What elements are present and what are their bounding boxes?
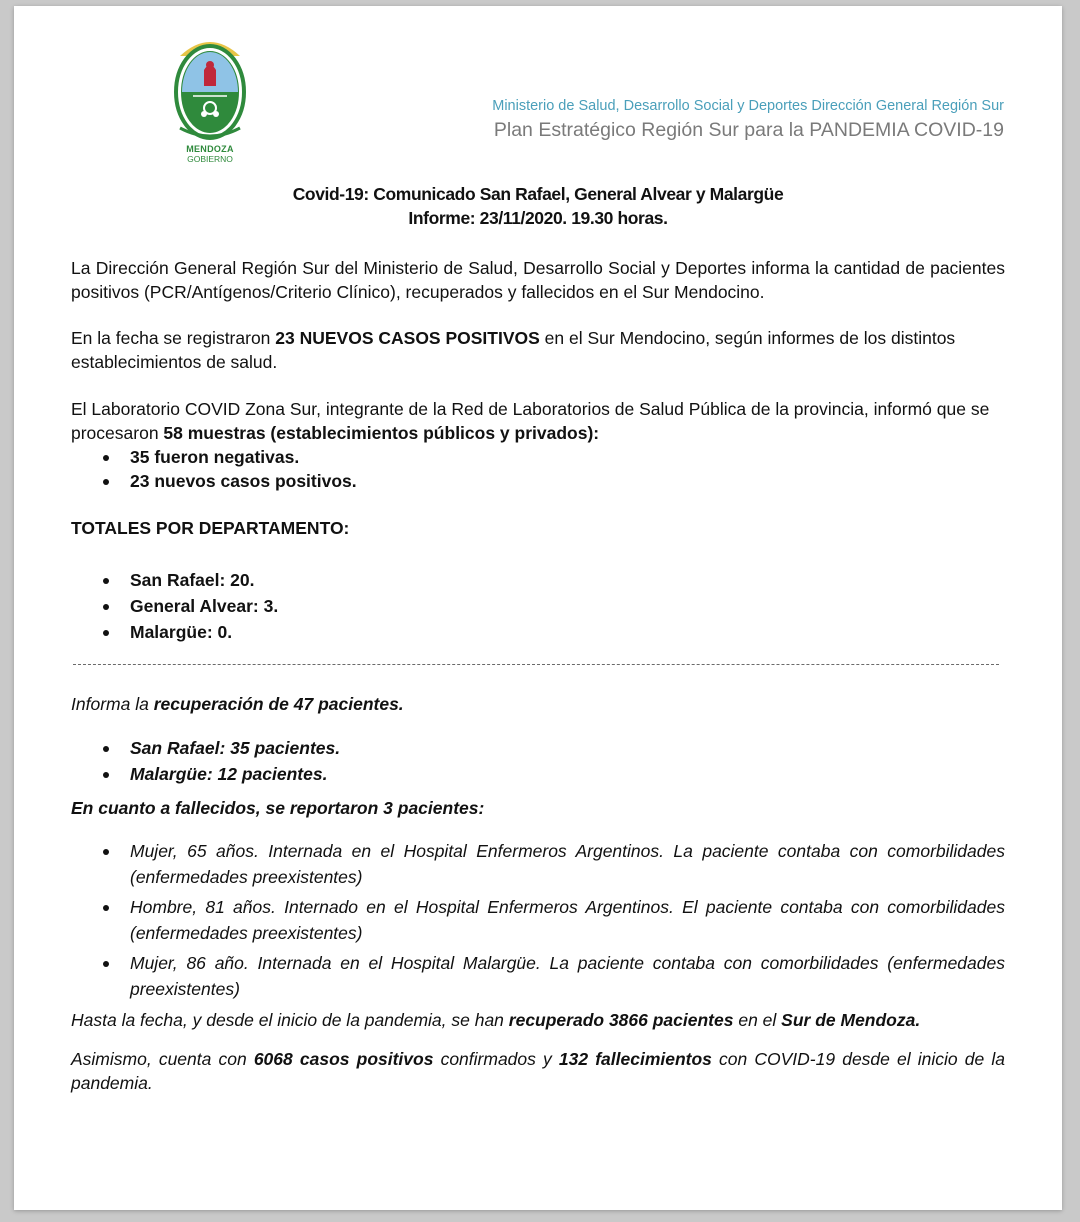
cases-summary: Asimismo, cuenta con 6068 casos positivos confirmados y 132 fallecimientos con COVID-19 desde el inicio de la pandemia. bbox=[71, 1049, 1005, 1093]
logo-subtitle: GOBIERNO bbox=[187, 154, 233, 164]
deaths-list bbox=[71, 838, 1005, 1006]
list-item: San Rafael: 35 pacientes. bbox=[71, 735, 1005, 761]
list-item: Mujer, 65 años. Internada en el Hospital Enfermeros Argentinos. La paciente contaba con comorbilidades (enfermedades preexistentes) bbox=[71, 838, 1005, 890]
intro-paragraph: La Dirección General Región Sur del Ministerio de Salud, Desarrollo Social y Deportes informa la cantidad de pacientes positivos (PCR/Antígenos/Criterio Clínico), recuperados y fallecidos en el Sur Mendocino. bbox=[71, 258, 1005, 302]
document-title: Covid-19: Comunicado San Rafael, General Alvear y Malargüe bbox=[292, 184, 784, 204]
document-page bbox=[14, 6, 1062, 1210]
dashed-divider bbox=[73, 664, 999, 665]
new-cases-paragraph: En la fecha se registraron 23 NUEVOS CASOS POSITIVOS en el Sur Mendocino, según informes de los distintos establecimientos de salud. bbox=[71, 328, 956, 372]
logo-name: MENDOZA bbox=[186, 144, 234, 154]
list-item: Malargüe: 0. bbox=[71, 619, 1005, 645]
list-item: Malargüe: 12 pacientes. bbox=[71, 761, 1005, 787]
department-list bbox=[71, 567, 1005, 645]
lab-paragraph: El Laboratorio COVID Zona Sur, integrante de la Red de Laboratorios de Salud Pública de la provincia, informó que se procesaron 58 muestras (establecimientos públicos y privados): bbox=[71, 399, 990, 443]
coat-of-arms-icon bbox=[158, 30, 262, 142]
list-item: 23 nuevos casos positivos. bbox=[71, 469, 1005, 493]
deaths-heading: En cuanto a fallecidos, se reportaron 3 pacientes: bbox=[71, 798, 485, 818]
recovery-list bbox=[71, 735, 1005, 787]
totals-heading: TOTALES POR DEPARTAMENTO: bbox=[71, 518, 350, 538]
recovery-paragraph: Informa la recuperación de 47 pacientes. bbox=[71, 694, 404, 714]
recovered-summary: Hasta la fecha, y desde el inicio de la pandemia, se han recuperado 3866 pacientes en el Sur de Mendoza. bbox=[71, 1010, 921, 1030]
list-item: 35 fueron negativas. bbox=[71, 445, 1005, 469]
list-item: Mujer, 86 año. Internada en el Hospital Malargüe. La paciente contaba con comorbilidades (enfermedades preexistentes) bbox=[71, 950, 1005, 1002]
list-item: Hombre, 81 años. Internado en el Hospital Enfermeros Argentinos. El paciente contaba con comorbilidades (enfermedades preexistentes) bbox=[71, 894, 1005, 946]
report-date: Informe: 23/11/2020. 19.30 horas. bbox=[408, 208, 668, 228]
header-ministry: Ministerio de Salud, Desarrollo Social y Deportes Dirección General Región Sur bbox=[492, 98, 1004, 114]
list-item: General Alvear: 3. bbox=[71, 593, 1005, 619]
lab-results-list bbox=[71, 445, 1005, 493]
mendoza-government-logo bbox=[158, 30, 262, 170]
list-item: San Rafael: 20. bbox=[71, 567, 1005, 593]
header-plan: Plan Estratégico Región Sur para la PANDEMIA COVID-19 bbox=[493, 119, 1004, 141]
